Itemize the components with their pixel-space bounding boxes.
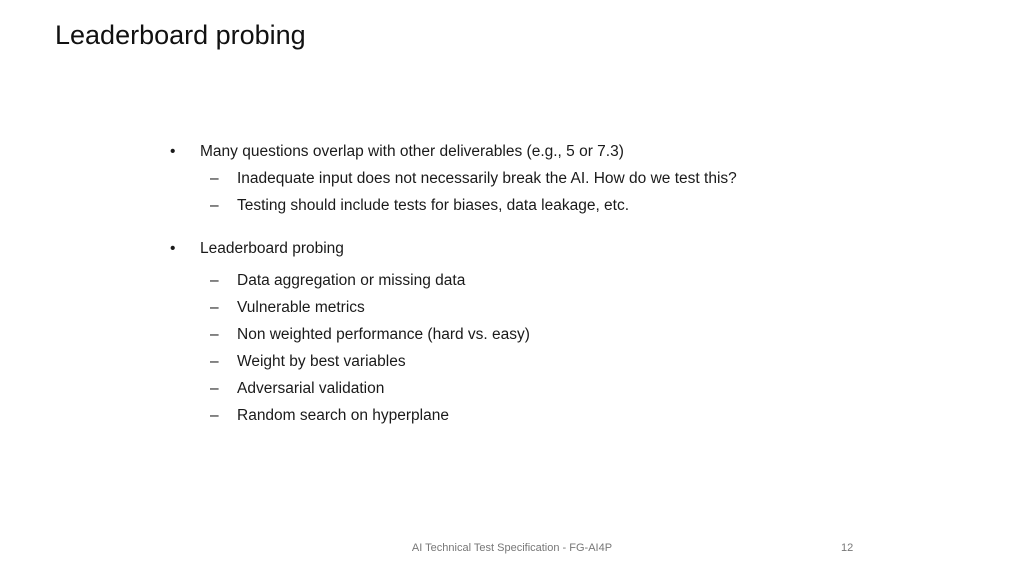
bullet-marker: • <box>170 143 176 160</box>
sub-bullet-marker: – <box>210 272 219 289</box>
bullet-text: Many questions overlap with other deliverables (e.g., 5 or 7.3) <box>200 143 624 160</box>
sub-bullet-item <box>170 402 930 429</box>
sub-bullet-item <box>170 192 930 219</box>
sub-bullet-marker: – <box>210 170 219 187</box>
sub-bullet-text: Adversarial validation <box>237 380 385 397</box>
sub-bullet-item <box>170 375 930 402</box>
sub-bullet-marker: – <box>210 197 219 214</box>
sub-bullet-marker: – <box>210 407 219 424</box>
sub-bullet-marker: – <box>210 380 219 397</box>
page-number: 12 <box>841 542 854 554</box>
sub-bullet-text: Data aggregation or missing data <box>237 272 466 289</box>
sub-bullet-marker: – <box>210 326 219 343</box>
sub-bullet-item <box>170 267 930 294</box>
sub-bullet-item <box>170 348 930 375</box>
sub-bullet-item <box>170 321 930 348</box>
slide-title: Leaderboard probing <box>55 20 306 50</box>
sub-bullet-marker: – <box>210 353 219 370</box>
sub-bullet-text: Testing should include tests for biases, data leakage, etc. <box>237 197 630 214</box>
bullet-item <box>170 235 930 262</box>
sub-bullet-text: Vulnerable metrics <box>237 299 365 316</box>
sub-bullet-text: Non weighted performance (hard vs. easy) <box>237 326 530 343</box>
slide-content <box>170 138 930 429</box>
sub-bullet-text: Weight by best variables <box>237 353 406 370</box>
bullet-marker: • <box>170 240 176 257</box>
footer-text: AI Technical Test Specification - FG-AI4P <box>411 542 613 554</box>
sub-bullet-text: Inadequate input does not necessarily break the AI. How do we test this? <box>237 170 737 187</box>
sub-bullet-item <box>170 294 930 321</box>
sub-bullet-marker: – <box>210 299 219 316</box>
bullet-text: Leaderboard probing <box>200 240 344 257</box>
sub-bullet-text: Random search on hyperplane <box>237 407 449 424</box>
bullet-item <box>170 138 930 165</box>
sub-bullet-item <box>170 165 930 192</box>
